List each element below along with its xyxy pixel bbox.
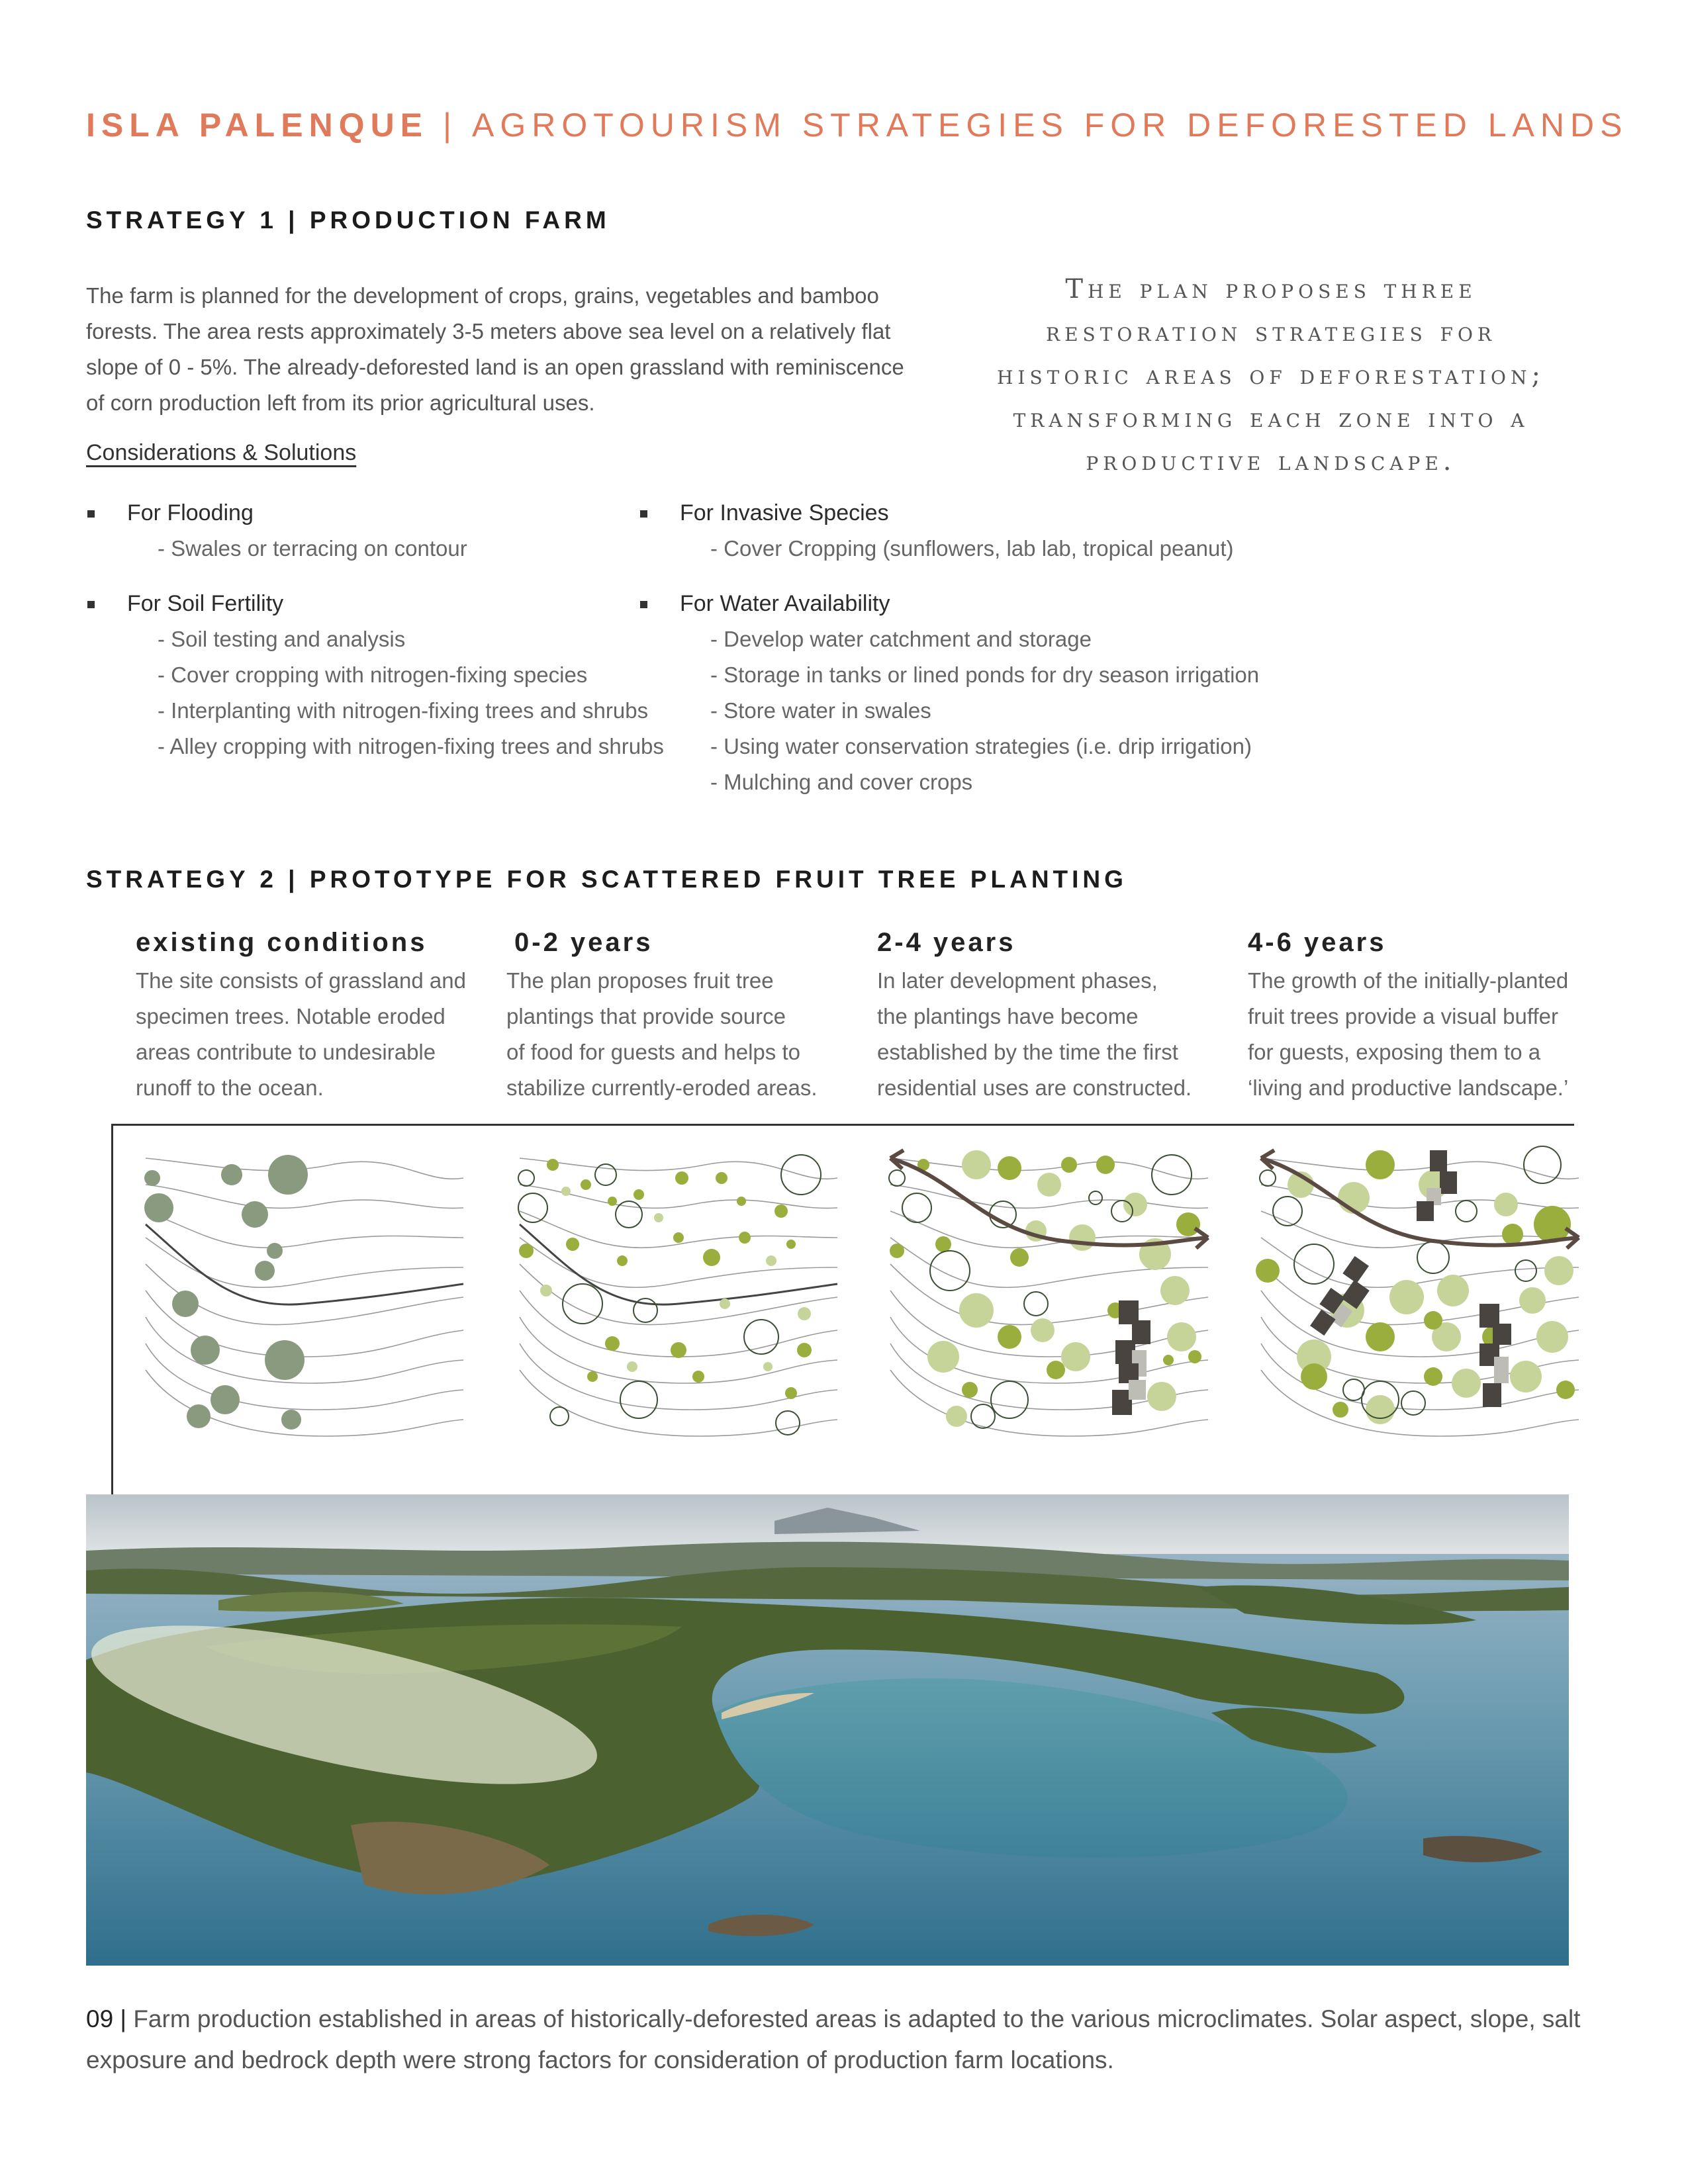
phase-line: residential uses are constructed. — [877, 1075, 1192, 1100]
phase-line: areas contribute to undesirable — [136, 1040, 436, 1064]
phase-2-4-years — [877, 928, 1221, 1106]
intro-line: forests. The area rests approximately 3-5 meters above sea level on a relatively flat — [86, 319, 891, 343]
bullet-item: - Alley cropping with nitrogen-fixing trees and shrubs — [158, 734, 664, 758]
bullet-title: For Flooding — [86, 495, 669, 531]
intro-line: The farm is planned for the development of crops, grains, vegetables and bamboo — [86, 283, 879, 308]
diagram-existing-conditions — [132, 1138, 477, 1456]
phase-line: for guests, exposing them to a — [1248, 1040, 1541, 1064]
bullet-title: For Water Availability — [639, 586, 1221, 621]
bullet-item: - Interplanting with nitrogen-fixing trees and shrubs — [158, 698, 649, 723]
phase-line: specimen trees. Notable eroded — [136, 1004, 445, 1028]
phase-line: The site consists of grassland and — [136, 968, 466, 993]
phase-4-6-years — [1248, 928, 1618, 1106]
page-number: 09 | — [86, 2005, 127, 2032]
phase-existing — [136, 928, 480, 1106]
bullet-item: - Swales or terracing on contour — [158, 536, 467, 561]
page-caption — [86, 1999, 1595, 2081]
phase-description — [1248, 963, 1618, 1106]
phase-title: 2-4 years — [877, 928, 1016, 957]
phase-line: established by the time the first — [877, 1040, 1178, 1064]
quote-line: restoration strategies for — [1046, 317, 1496, 347]
page-subtitle: AGROTOURISM STRATEGIES FOR DEFORESTED LANDS — [472, 107, 1628, 144]
existing-tree-outlines — [518, 1155, 821, 1435]
phase-line: of food for guests and helps to — [506, 1040, 800, 1064]
considerations-heading: Considerations & Solutions — [86, 440, 357, 465]
bullet-item: - Store water in swales — [710, 698, 931, 723]
bullet-water-availability — [639, 586, 1260, 800]
phase-description — [877, 963, 1221, 1106]
phase-line: The growth of the initially-planted — [1248, 968, 1569, 993]
bullet-item: - Soil testing and analysis — [158, 627, 406, 651]
existing-tree-outlines — [889, 1155, 1192, 1428]
bullet-item: - Develop water catchment and storage — [710, 627, 1092, 651]
bullet-soil-fertility — [86, 586, 669, 764]
phase-title: 4-6 years — [1248, 928, 1387, 957]
phase-line: plantings that provide source — [506, 1004, 786, 1028]
bullet-item: - Storage in tanks or lined ponds for dry season irrigation — [710, 662, 1260, 687]
strategy-1-heading: STRATEGY 1 | PRODUCTION FARM — [86, 206, 610, 234]
header-separator: | — [443, 107, 458, 144]
aerial-photo — [86, 1494, 1569, 1966]
phase-line: fruit trees provide a visual buffer — [1248, 1004, 1558, 1028]
bullet-title: For Invasive Species — [639, 495, 1221, 531]
strategy-2-heading: STRATEGY 2 | PROTOTYPE FOR SCATTERED FRUIT TREE PLANTING — [86, 866, 1127, 893]
pull-quote — [973, 268, 1569, 483]
bullet-item: - Cover cropping with nitrogen-fixing species — [158, 662, 588, 687]
diagram-0-2-years — [506, 1138, 851, 1456]
page-header — [86, 106, 1628, 144]
strategy-1-intro — [86, 278, 960, 421]
phase-line: In later development phases, — [877, 968, 1158, 993]
phase-title: existing conditions — [136, 928, 428, 957]
existing-trees — [144, 1155, 308, 1430]
quote-line: The plan proposes three — [1065, 274, 1477, 304]
phase-line: runoff to the ocean. — [136, 1075, 324, 1100]
phase-description — [136, 963, 480, 1106]
bullet-title: For Soil Fertility — [86, 586, 669, 621]
bullet-item: - Cover Cropping (sunflowers, lab lab, tropical peanut) — [710, 536, 1234, 561]
caption-text: Farm production established in areas of historically-deforested areas is adapted to the various microclimates. Solar aspect, slope, salt exposure and bedrock depth were strong factors for consideration of production farm locations. — [86, 2005, 1581, 2073]
phase-line: the plantings have become — [877, 1004, 1139, 1028]
quote-line: historic areas of deforestation; — [996, 360, 1545, 390]
phase-description — [506, 963, 851, 1106]
intro-line: of corn production left from its prior agricultural uses. — [86, 390, 595, 415]
phase-title: 0-2 years — [514, 928, 653, 957]
bullet-flooding — [86, 495, 669, 567]
timeline-rule — [111, 1124, 1574, 1126]
timeline-leader — [111, 1124, 113, 1498]
project-title: ISLA PALENQUE — [86, 107, 429, 144]
phase-line: stabilize currently-eroded areas. — [506, 1075, 818, 1100]
intro-line: slope of 0 - 5%. The already-deforested land is an open grassland with reminiscence — [86, 355, 904, 379]
bullet-item: - Using water conservation strategies (i.e. drip irrigation) — [710, 734, 1252, 758]
diagram-2-4-years — [877, 1138, 1221, 1456]
phase-line: The plan proposes fruit tree — [506, 968, 774, 993]
lower-residences — [1479, 1304, 1511, 1407]
quote-line: transforming each zone into a — [1013, 403, 1529, 433]
quote-line: productive landscape. — [1086, 446, 1456, 477]
bullet-item: - Mulching and cover crops — [710, 770, 973, 794]
phase-line: ‘living and productive landscape.’ — [1248, 1075, 1569, 1100]
bullet-invasive-species — [639, 495, 1234, 567]
phase-0-2-years — [506, 928, 851, 1106]
diagram-4-6-years — [1248, 1138, 1592, 1456]
